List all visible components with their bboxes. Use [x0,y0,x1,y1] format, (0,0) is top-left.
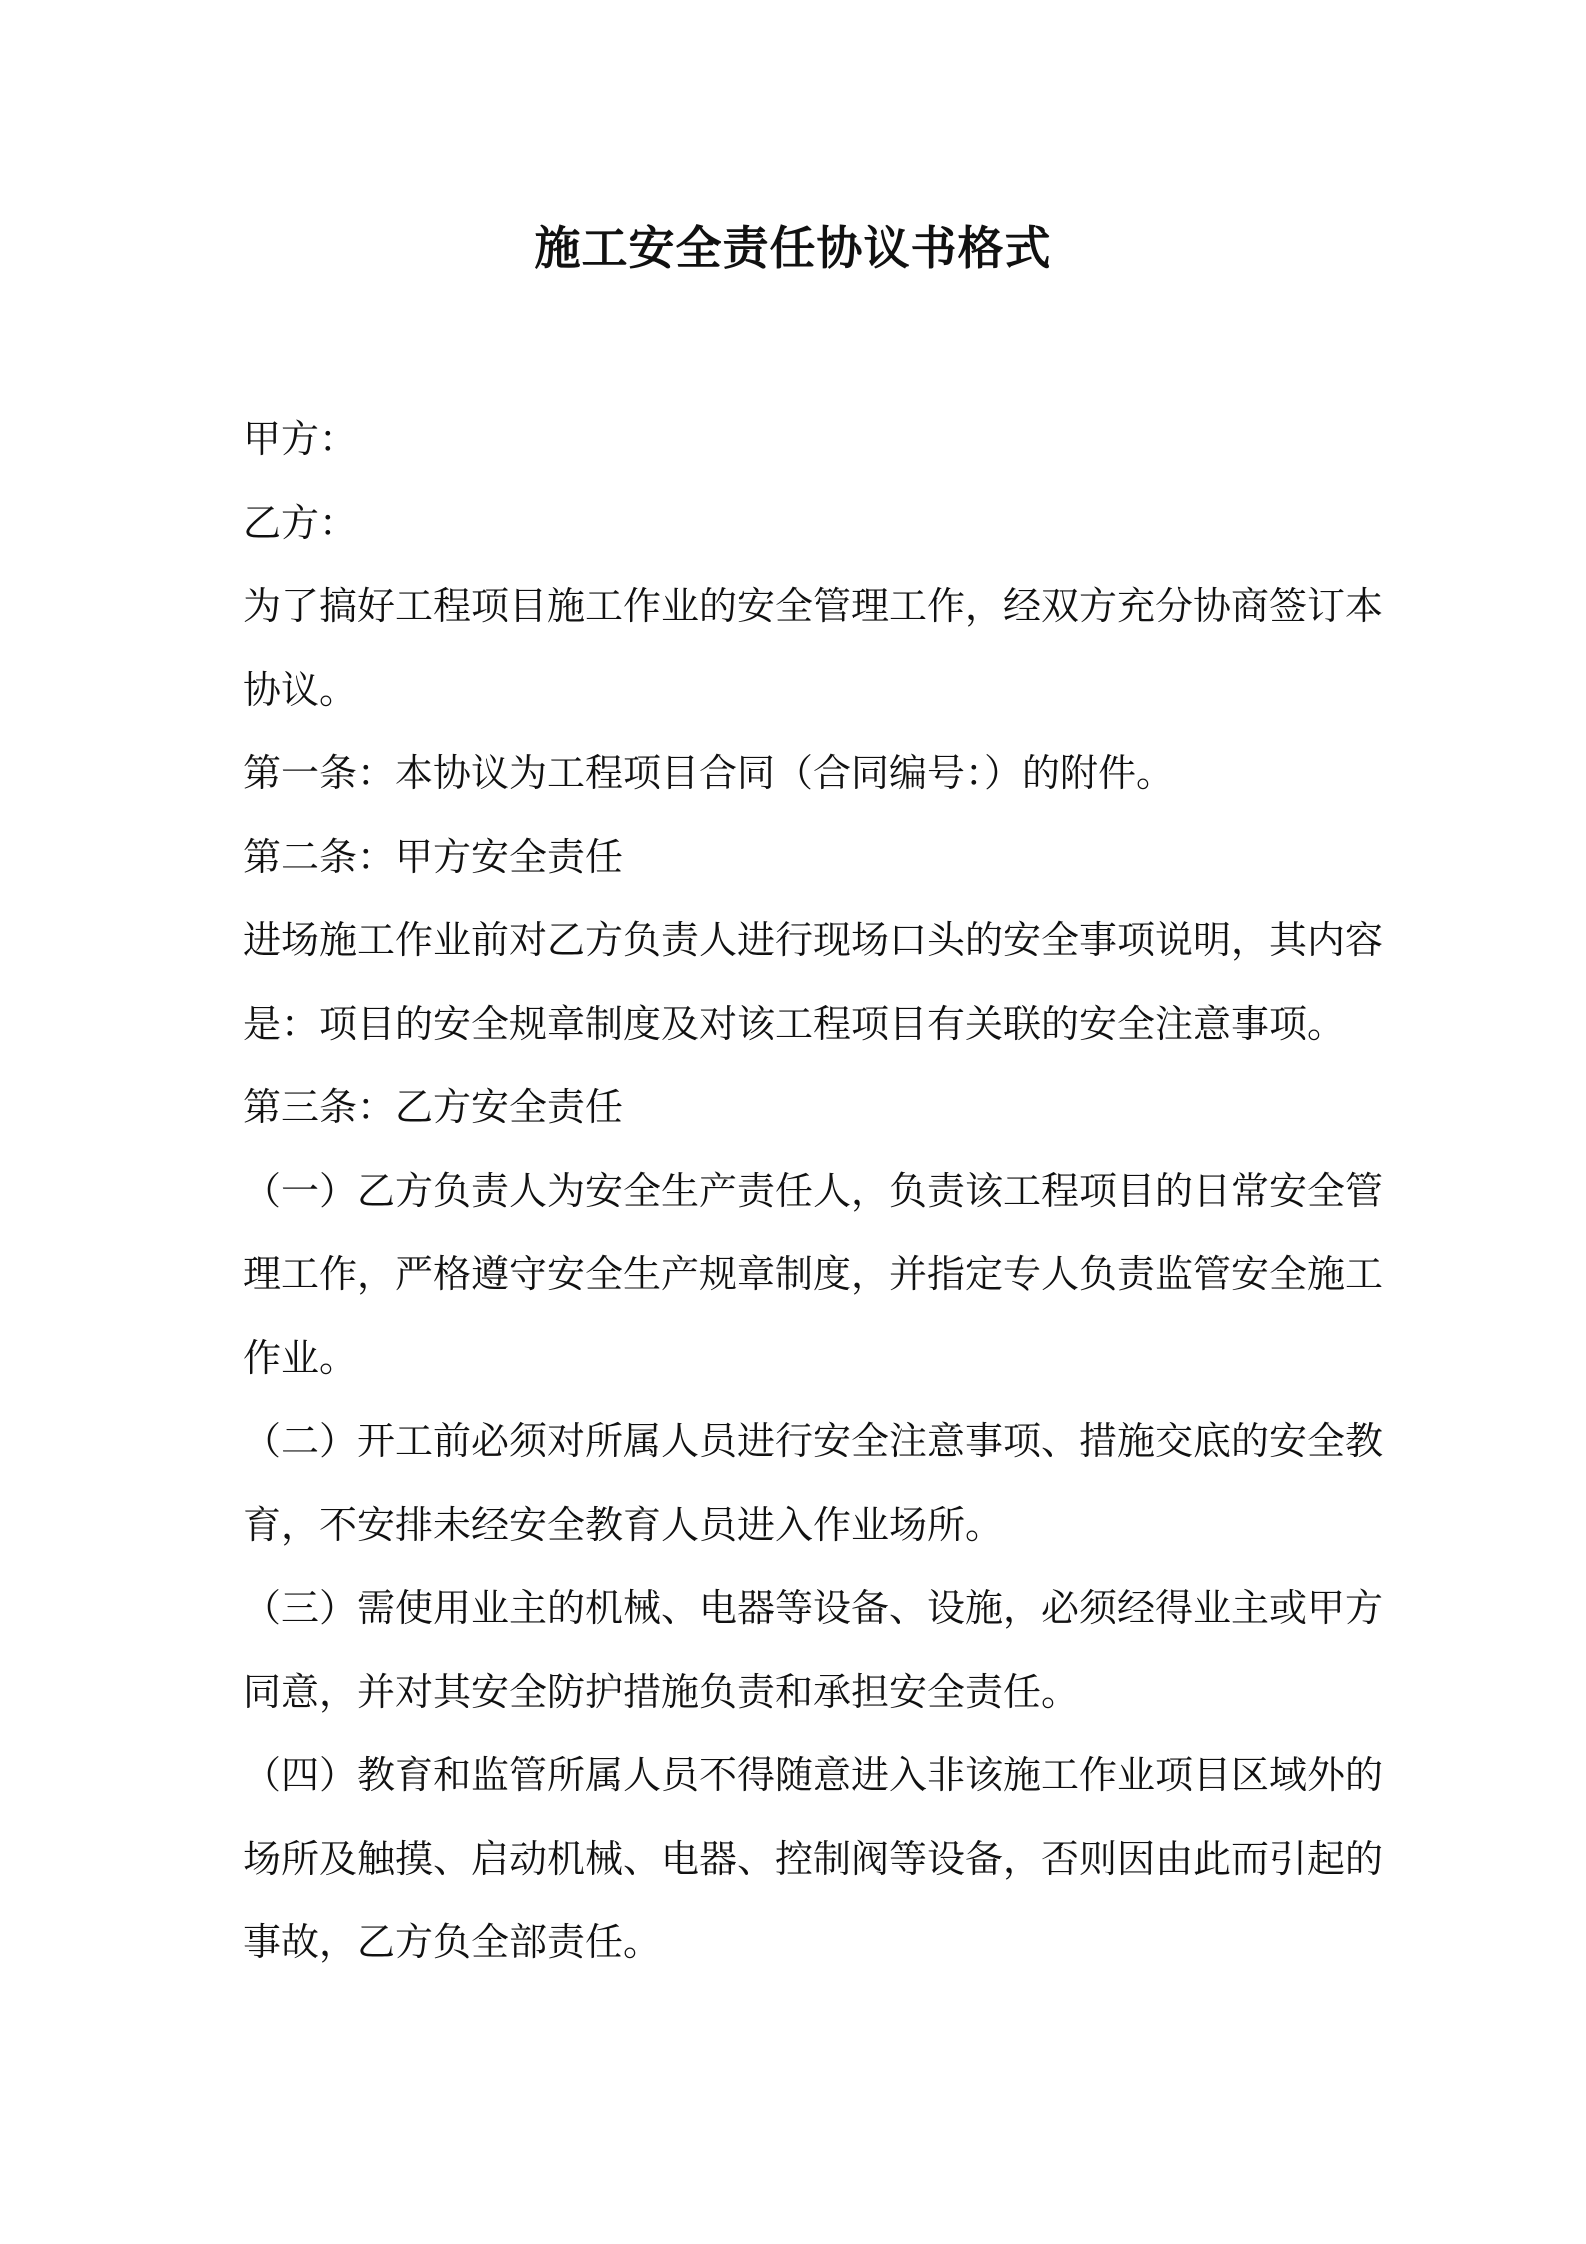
article-1-line: 第一条：本协议为工程项目合同（合同编号：）的附件。 [243,751,1175,795]
clause-1-line: 理工作，严格遵守安全生产规章制度，并指定专人负责监管安全施工 [243,1252,1384,1296]
clause-4-line: 场所及触摸、启动机械、电器、控制阀等设备，否则因由此而引起的 [243,1836,1384,1881]
party-a-line: 甲方： [243,417,358,461]
clause-3-line: 同意，并对其安全防护措施负责和承担安全责任。 [243,1669,1080,1714]
article-2-text-line: 是：项目的安全规章制度及对该工程项目有关联的安全注意事项。 [243,1001,1346,1046]
document-body [243,398,1384,1985]
clause-1-line: （一）乙方负责人为安全生产责任人，负责该工程项目的日常安全管 [243,1168,1384,1213]
clause-2-line: （二）开工前必须对所属人员进行安全注意事项、措施交底的安全教 [243,1419,1384,1463]
clause-2-line: 育，不安排未经安全教育人员进入作业场所。 [243,1502,1004,1547]
article-3-heading: 第三条：乙方安全责任 [243,1085,624,1129]
preamble-line: 协议。 [243,667,358,712]
document-title: 施工安全责任协议书格式 [534,221,1052,275]
article-2-text-line: 进场施工作业前对乙方负责人进行现场口头的安全事项说明，其内容 [243,918,1384,962]
clause-4-line: （四）教育和监管所属人员不得随意进入非该施工作业项目区域外的 [243,1753,1384,1797]
article-2-heading: 第二条：甲方安全责任 [243,834,624,879]
party-b-line: 乙方： [243,500,358,545]
preamble-line: 为了搞好工程项目施工作业的安全管理工作，经双方充分协商签订本 [243,584,1384,628]
clause-3-line: （三）需使用业主的机械、电器等设备、设施，必须经得业主或甲方 [243,1586,1384,1630]
clause-1-line: 作业。 [243,1335,358,1380]
clause-4-line: 事故，乙方负全部责任。 [243,1920,662,1964]
